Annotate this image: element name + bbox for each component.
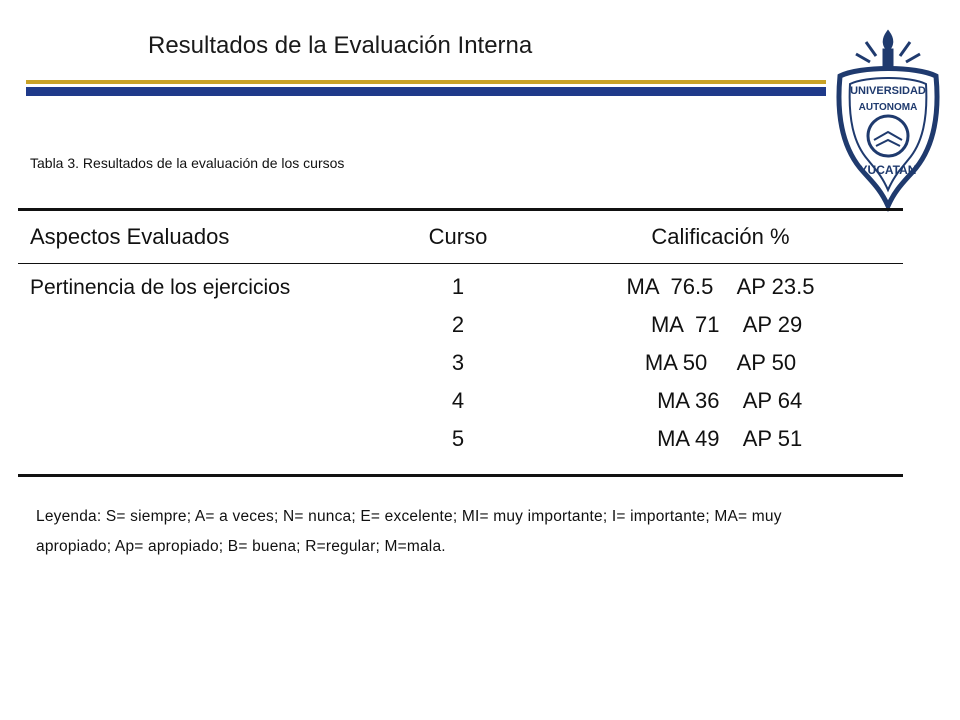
header-course: Curso <box>428 224 488 249</box>
seal-text-bottom: YUCATAN <box>859 163 917 177</box>
grade-value: MA 49 AP 51 <box>638 426 803 451</box>
seal-text-mid: AUTONOMA <box>858 102 918 113</box>
grade-value: MA 50 AP 50 <box>644 350 797 375</box>
course-number: 4 <box>451 388 465 413</box>
seal-text-top: UNIVERSIDAD <box>850 85 926 97</box>
table-header-row <box>18 211 903 264</box>
course-list <box>378 268 538 474</box>
table-row <box>18 264 903 474</box>
header-aspect: Aspectos Evaluados <box>30 224 230 249</box>
grade-list <box>538 268 903 474</box>
header-grade: Calificación % <box>651 224 790 249</box>
grade-value: MA 36 AP 64 <box>638 388 803 413</box>
course-number: 3 <box>451 350 465 375</box>
header-gold-bar <box>26 80 826 84</box>
slide-title: Resultados de la Evaluación Interna <box>148 32 533 59</box>
header-navy-bar <box>26 87 826 96</box>
legend-text: Leyenda: S= siempre; A= a veces; N= nunca; E= excelente; MI= muy importante; I= importante; MA= muy apropiado; Ap= apropiado; B= buena; R=regular; M=mala. <box>36 508 782 555</box>
university-seal-icon <box>826 28 950 214</box>
table-caption: Tabla 3. Resultados de la evaluación de los cursos <box>30 155 345 171</box>
course-number: 2 <box>451 312 465 337</box>
results-table <box>18 208 903 477</box>
course-number: 1 <box>451 274 465 299</box>
course-number: 5 <box>451 426 465 451</box>
row-aspect: Pertinencia de los ejercicios <box>30 276 291 299</box>
grade-value: MA 76.5 AP 23.5 <box>626 274 815 299</box>
grade-value: MA 71 AP 29 <box>638 312 803 337</box>
